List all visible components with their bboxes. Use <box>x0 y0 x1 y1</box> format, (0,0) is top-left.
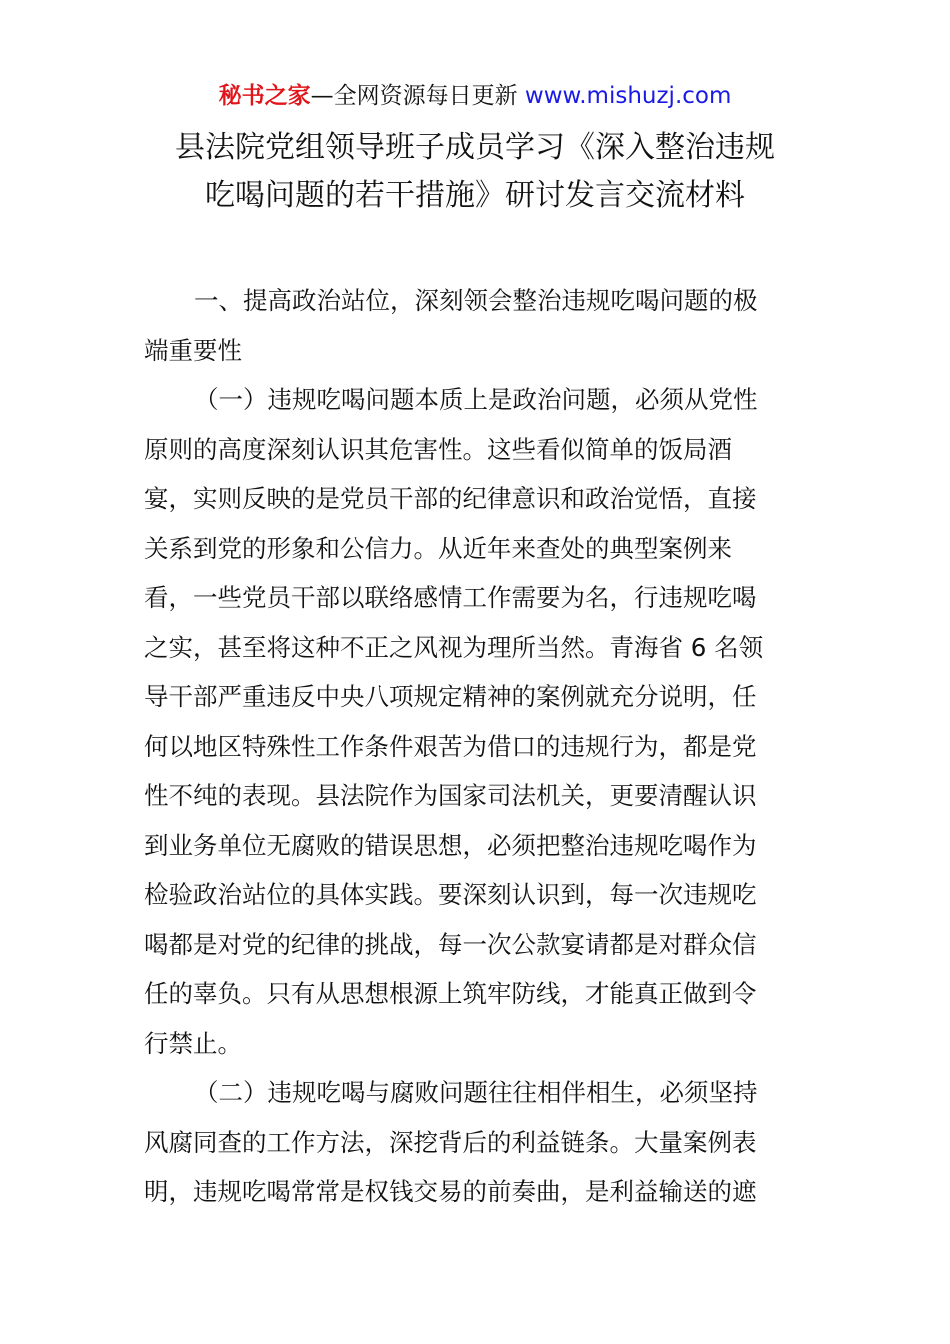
paragraph-1-line: 行禁止。 <box>144 1028 242 1058</box>
paragraph-2-line: 风腐同查的工作方法，深挖背后的利益链条。大量案例表 <box>144 1127 757 1157</box>
paragraph-1-line: 到业务单位无腐败的错误思想，必须把整治违规吃喝作为 <box>144 830 757 860</box>
section-heading-1-cont: 端重要性 <box>144 335 242 365</box>
document-title <box>0 124 950 220</box>
section-heading-1: 一、提高政治站位，深刻领会整治违规吃喝问题的极 <box>194 286 758 315</box>
header-tagline: —全网资源每日更新 <box>310 83 525 109</box>
paragraph-1-line: 导干部严重违反中央八项规定精神的案例就充分说明，任 <box>144 682 757 711</box>
paragraph-2-line: 明，违规吃喝常常是权钱交易的前奏曲，是利益输送的遮 <box>144 1177 757 1206</box>
paragraph-1-line: 何以地区特殊性工作条件艰苦为借口的违规行为，都是党 <box>144 731 757 761</box>
paragraph-2-line: （二）违规吃喝与腐败问题往往相伴相生，必须坚持 <box>194 1078 758 1107</box>
brand-name: 秘书之家 <box>218 83 311 109</box>
site-url-link[interactable]: www.mishuzj.com <box>524 83 732 109</box>
title-line-1: 县法院党组领导班子成员学习《深入整治违规 <box>175 130 775 165</box>
paragraph-1-line: 任的辜负。只有从思想根源上筑牢防线，才能真正做到令 <box>144 979 757 1008</box>
paragraph-1-line: 原则的高度深刻认识其危害性。这些看似简单的饭局酒 <box>144 434 732 464</box>
site-header <box>0 80 950 112</box>
paragraph-1-line: （一）违规吃喝问题本质上是政治问题，必须从党性 <box>194 385 758 414</box>
paragraph-1-line: 看，一些党员干部以联络感情工作需要为名，行违规吃喝 <box>144 583 757 612</box>
paragraph-1-line: 性不纯的表现。县法院作为国家司法机关，更要清醒认识 <box>144 781 757 810</box>
document-body <box>144 276 808 1217</box>
paragraph-1-line: 宴，实则反映的是党员干部的纪律意识和政治觉悟，直接 <box>144 484 757 513</box>
paragraph-1-line: 喝都是对党的纪律的挑战，每一次公款宴请都是对群众信 <box>144 929 757 959</box>
paragraph-1-line: 检验政治站位的具体实践。要深刻认识到，每一次违规吃 <box>144 880 757 909</box>
paragraph-1-line: 关系到党的形象和公信力。从近年来查处的典型案例来 <box>144 533 732 563</box>
title-line-2: 吃喝问题的若干措施》研讨发言交流材料 <box>205 178 745 213</box>
paragraph-1-line: 之实，甚至将这种不正之风视为理所当然。青海省 6 名领 <box>144 632 764 662</box>
